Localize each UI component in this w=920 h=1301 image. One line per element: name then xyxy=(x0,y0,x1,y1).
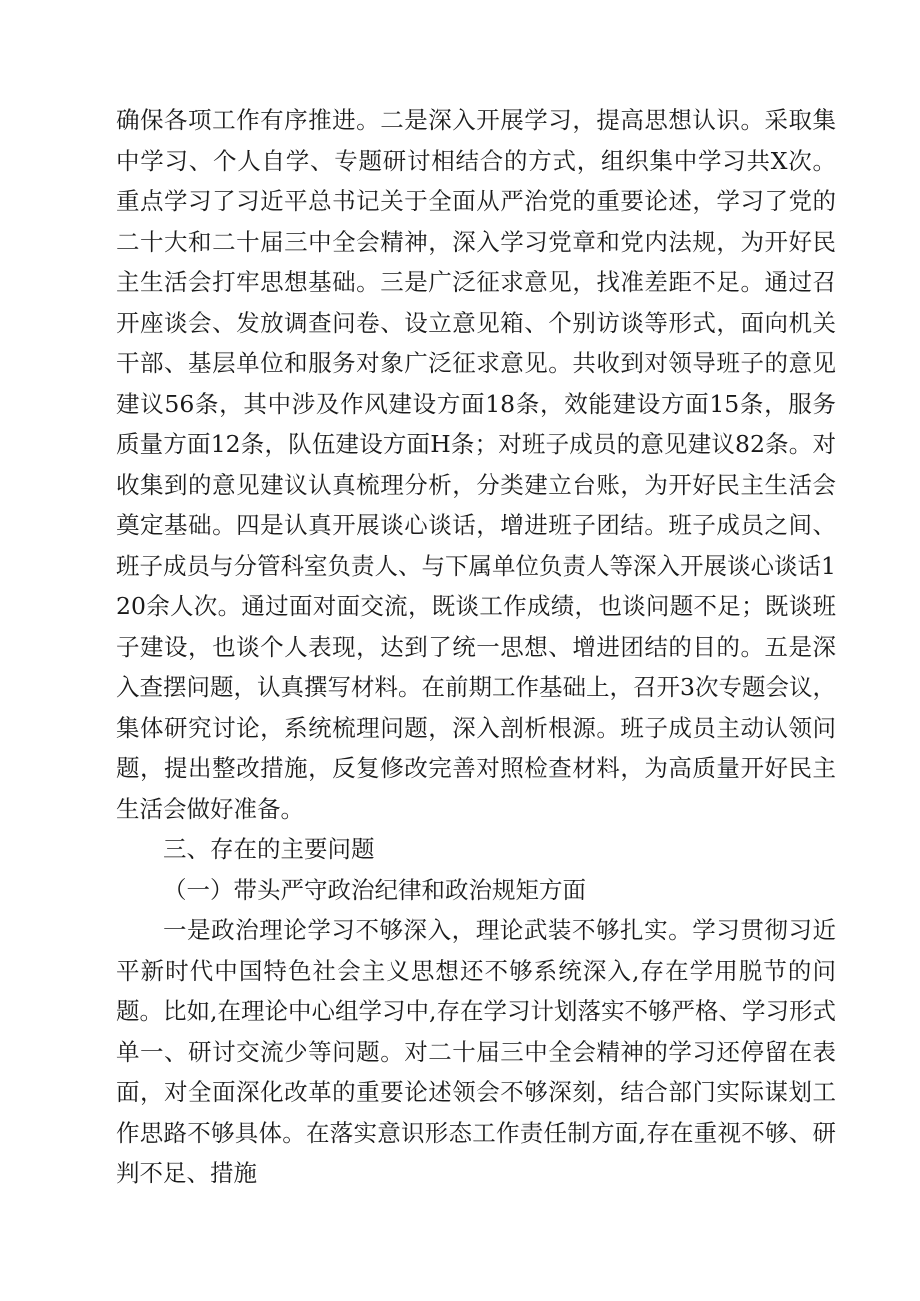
paragraph-problem-1: 一是政治理论学习不够深入，理论武装不够扎实。学习贯彻习近平新时代中国特色社会主义思想还不够系统深入,存在学用脱节的问题。比如,在理论中心组学习中,存在学习计划落实不够严格、学习形式单一、研讨交流少等问题。对二十届三中全会精神的学习还停留在表面，对全面深化改革的重要论述领会不够深刻，结合部门实际谋划工作思路不够具体。在落实意识形态工作责任制方面,存在重视不够、研判不足、措施 xyxy=(116,916,836,1187)
section-heading: 三、存在的主要问题 xyxy=(163,835,375,863)
paragraph-continued: 确保各项工作有序推进。二是深入开展学习，提高思想认识。采取集中学习、个人自学、专题研讨相结合的方式，组织集中学习共X次。重点学习了习近平总书记关于全面从严治党的重要论述，学习了党的二十大和二十届三中全会精神，深入学习党章和党内法规，为开好民主生活会打牢思想基础。三是广泛征求意见，找准差距不足。通过召开座谈会、发放调查问卷、设立意见箱、个别访谈等形式，面向机关干部、基层单位和服务对象广泛征求意见。共收到对领导班子的意见建议56条，其中涉及作风建设方面18条，效能建设方面15条，服务质量方面12条，队伍建设方面H条；对班子成员的意见建议82条。对收集到的意见建议认真梳理分析，分类建立台账，为开好民主生活会奠定基础。四是认真开展谈心谈话，增进班子团结。班子成员之间、班子成员与分管科室负责人、与下属单位负责人等深入开展谈心谈话120余人次。通过面对面交流，既谈工作成绩，也谈问题不足；既谈班子建设，也谈个人表现，达到了统一思想、增进团结的目的。五是深入查摆问题，认真撰写材料。在前期工作基础上，召开3次专题会议，集体研究讨论，系统梳理问题，深入剖析根源。班子成员主动认领问题，提出整改措施，反复修改完善对照检查材料，为高质量开好民主生活会做好准备。 xyxy=(116,106,836,823)
subsection-heading: （一）带头严守政治纪律和政治规矩方面 xyxy=(163,875,586,904)
document-body xyxy=(116,100,836,1194)
